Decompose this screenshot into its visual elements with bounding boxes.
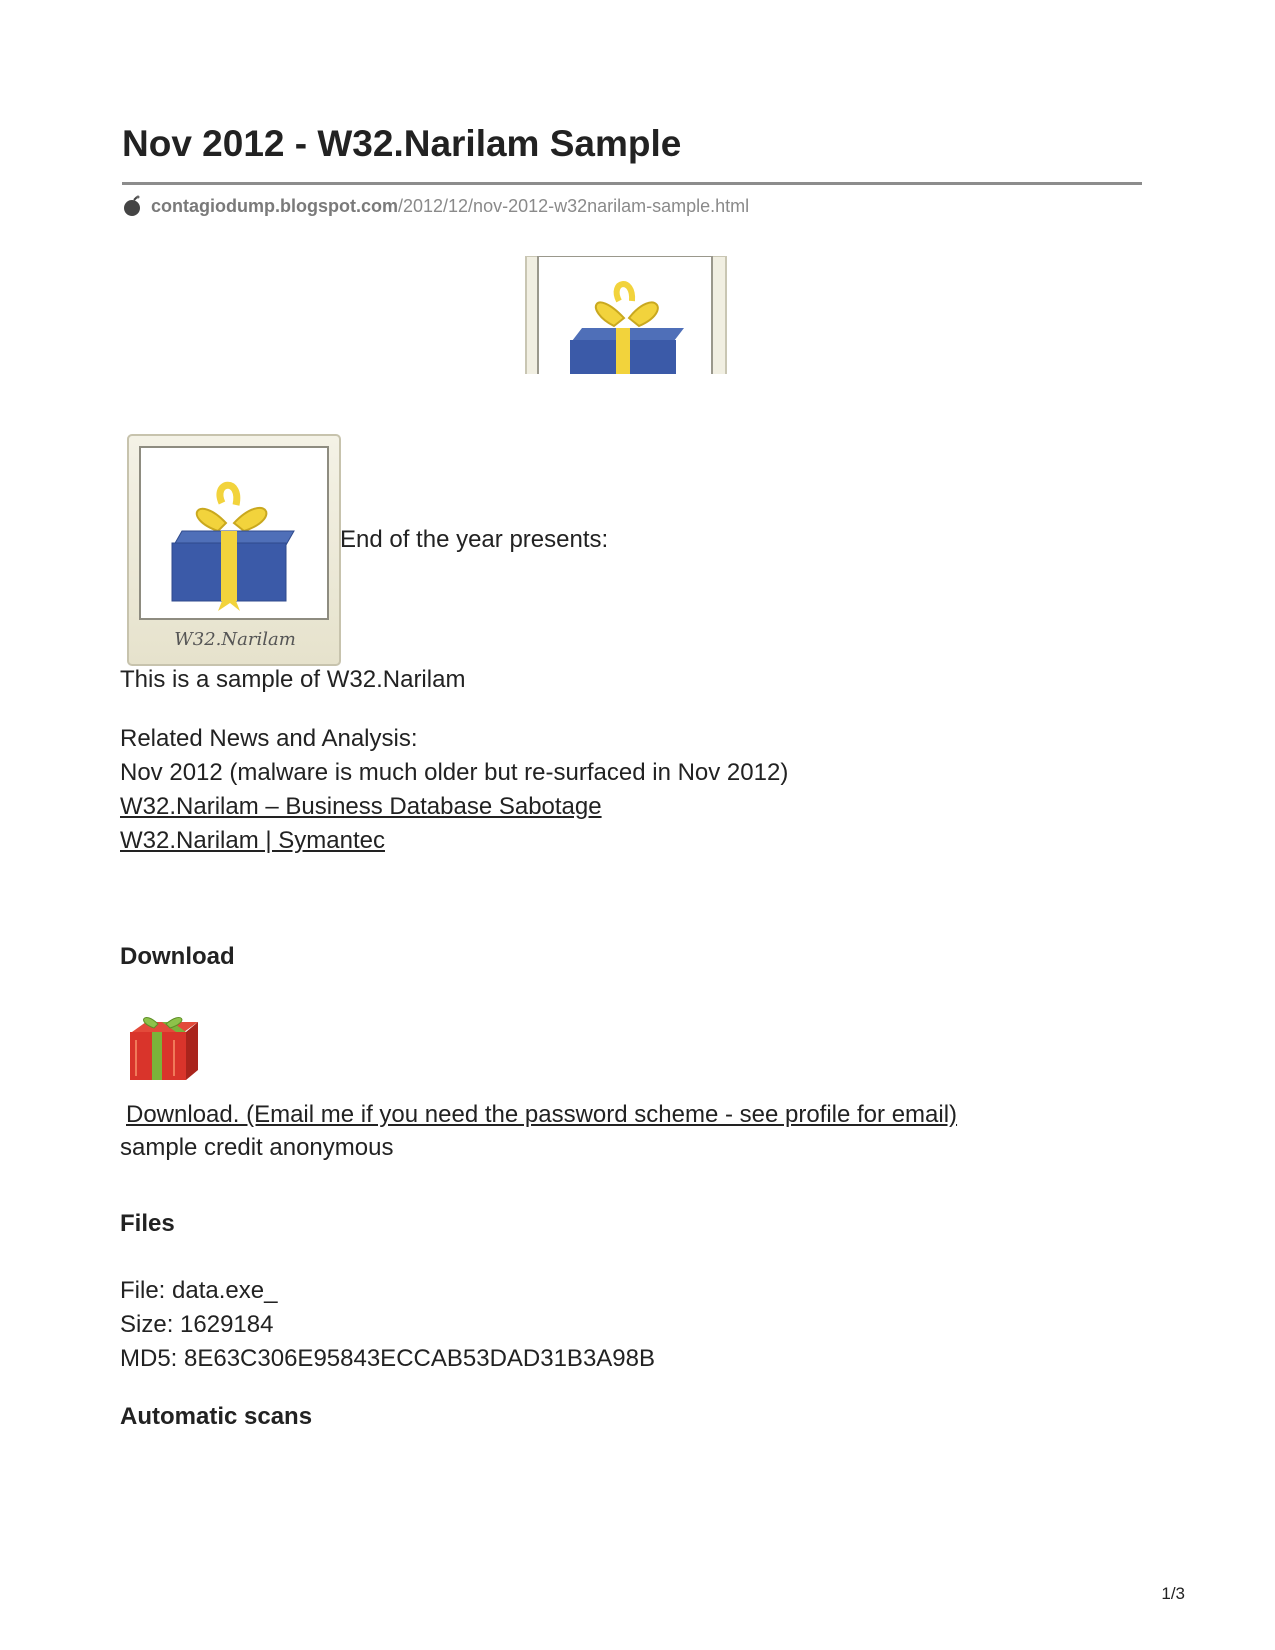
red-gift-image[interactable] — [122, 1010, 207, 1090]
file-name: File: data.exe_ — [120, 1277, 278, 1304]
page-title: Nov 2012 - W32.Narilam Sample — [122, 123, 682, 164]
file-size: Size: 1629184 — [120, 1311, 274, 1338]
sample-credit: sample credit anonymous — [120, 1134, 394, 1161]
polaroid-caption: W32.Narilam — [174, 629, 296, 650]
source-domain: contagiodump.blogspot.com — [151, 196, 398, 216]
title-divider — [122, 182, 1142, 185]
download-heading: Download — [120, 943, 235, 970]
sample-description: This is a sample of W32.Narilam — [120, 666, 466, 693]
hero-gift-image — [524, 256, 744, 374]
polaroid-gift-image — [126, 433, 344, 669]
download-link[interactable]: Download. (Email me if you need the password scheme - see profile for email) — [126, 1101, 958, 1128]
related-note: Nov 2012 (malware is much older but re-surfaced in Nov 2012) — [120, 759, 789, 786]
page-number: 1/3 — [1161, 1584, 1185, 1603]
related-link-sabotage[interactable]: W32.Narilam – Business Database Sabotage — [120, 793, 602, 820]
related-heading: Related News and Analysis: — [120, 725, 418, 752]
file-md5: MD5: 8E63C306E95843ECCAB53DAD31B3A98B — [120, 1345, 655, 1372]
source-url[interactable] — [122, 195, 749, 217]
bomb-icon — [122, 195, 142, 217]
source-path: /2012/12/nov-2012-w32narilam-sample.html — [397, 196, 750, 216]
files-heading: Files — [120, 1210, 175, 1237]
intro-text: End of the year presents: — [340, 526, 609, 553]
automatic-scans-heading: Automatic scans — [120, 1403, 313, 1430]
related-link-symantec[interactable]: W32.Narilam | Symantec — [120, 827, 385, 854]
